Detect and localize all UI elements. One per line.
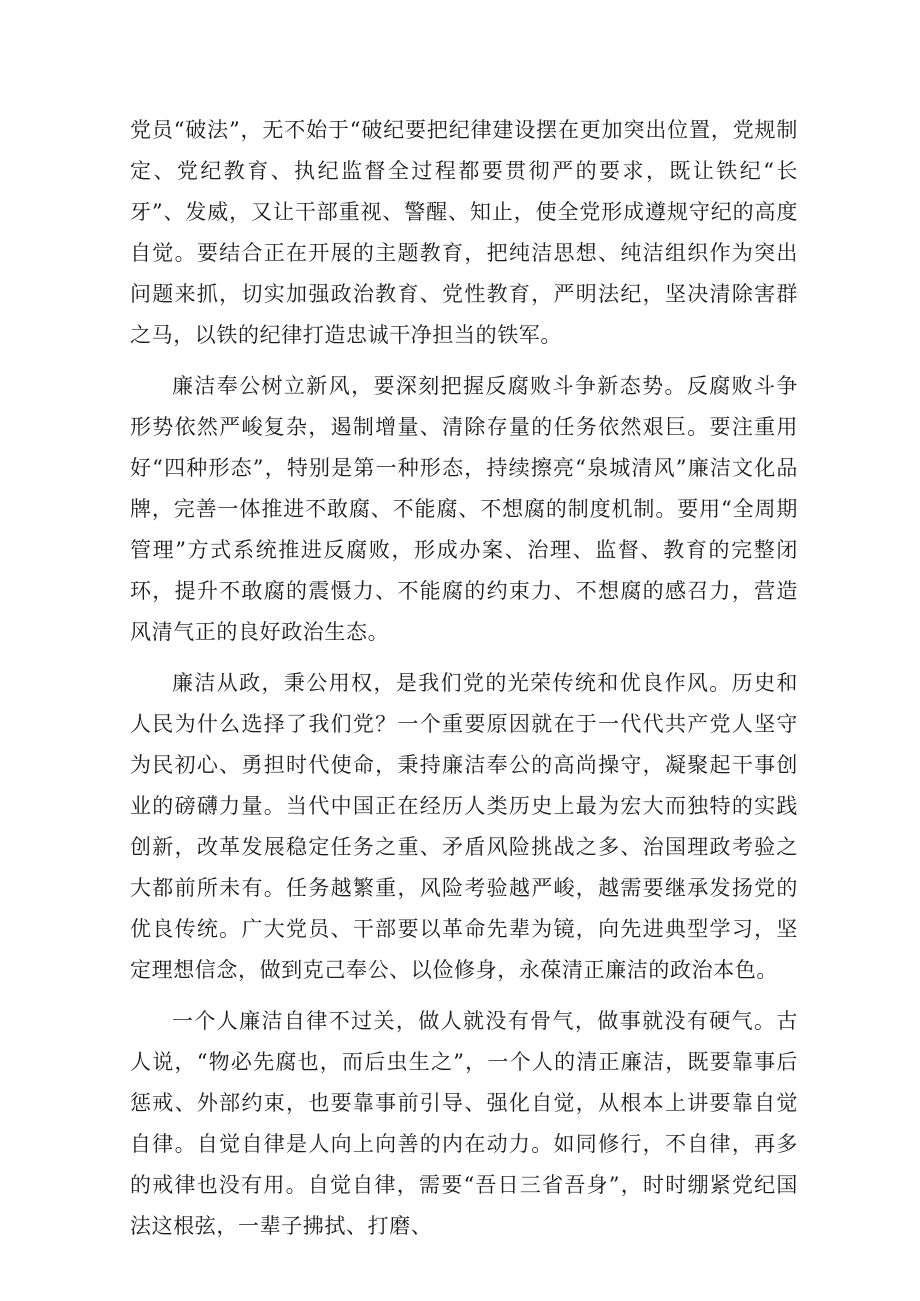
document-page [130, 110, 798, 1257]
paragraph-2: 廉洁奉公树立新风，要深刻把握反腐败斗争新态势。反腐败斗争形势依然严峻复杂，遏制增量、清除存量的任务依然艰巨。要注重用好“四种形态”，特别是第一种形态，持续擦亮“泉城清风”廉洁文化品牌，完善一体推进不敢腐、不能腐、不想腐的制度机制。要用“全周期管理”方式系统推进反腐败，形成办案、治理、监督、教育的完整闭环，提升不敢腐的震慑力、不能腐的约束力、不想腐的感召力，营造风清气正的良好政治生态。 [130, 374, 798, 644]
paragraph-4: 一个人廉洁自律不过关，做人就没有骨气，做事就没有硬气。古人说，“物必先腐也，而后虫生之”，一个人的清正廉洁，既要靠事后惩戒、外部约束，也要靠事前引导、强化自觉，从根本上讲要靠自觉自律。自觉自律是人向上向善的内在动力。如同修行，不自律，再多的戒律也没有用。自觉自律，需要“吾日三省吾身”，时时绷紧党纪国法这根弦，一辈子拂拭、打磨、 [130, 1009, 798, 1238]
paragraph-3: 廉洁从政，秉公用权，是我们党的光荣传统和优良作风。历史和人民为什么选择了我们党？一个重要原因就在于一代代共产党人坚守为民初心、勇担时代使命，秉持廉洁奉公的高尚操守，凝聚起干事创业的磅礴力量。当代中国正在经历人类历史上最为宏大而独特的实践创新，改革发展稳定任务之重、矛盾风险挑战之多、治国理政考验之大都前所未有。任务越繁重，风险考验越严峻，越需要继承发扬党的优良传统。广大党员、干部要以革命先辈为镜，向先进典型学习，坚定理想信念，做到克己奉公、以俭修身，永葆清正廉洁的政治本色。 [130, 671, 798, 982]
paragraph-1: 党员“破法”，无不始于“破纪要把纪律建设摆在更加突出位置，党规制定、党纪教育、执纪监督全过程都要贯彻严的要求，既让铁纪“长牙”、发威，又让干部重视、警醒、知止，使全党形成遵规守纪的高度自觉。要结合正在开展的主题教育，把纯洁思想、纯洁组织作为突出问题来抓，切实加强政治教育、党性教育，严明法纪，坚决清除害群之马，以铁的纪律打造忠诚干净担当的铁军。 [130, 118, 798, 347]
